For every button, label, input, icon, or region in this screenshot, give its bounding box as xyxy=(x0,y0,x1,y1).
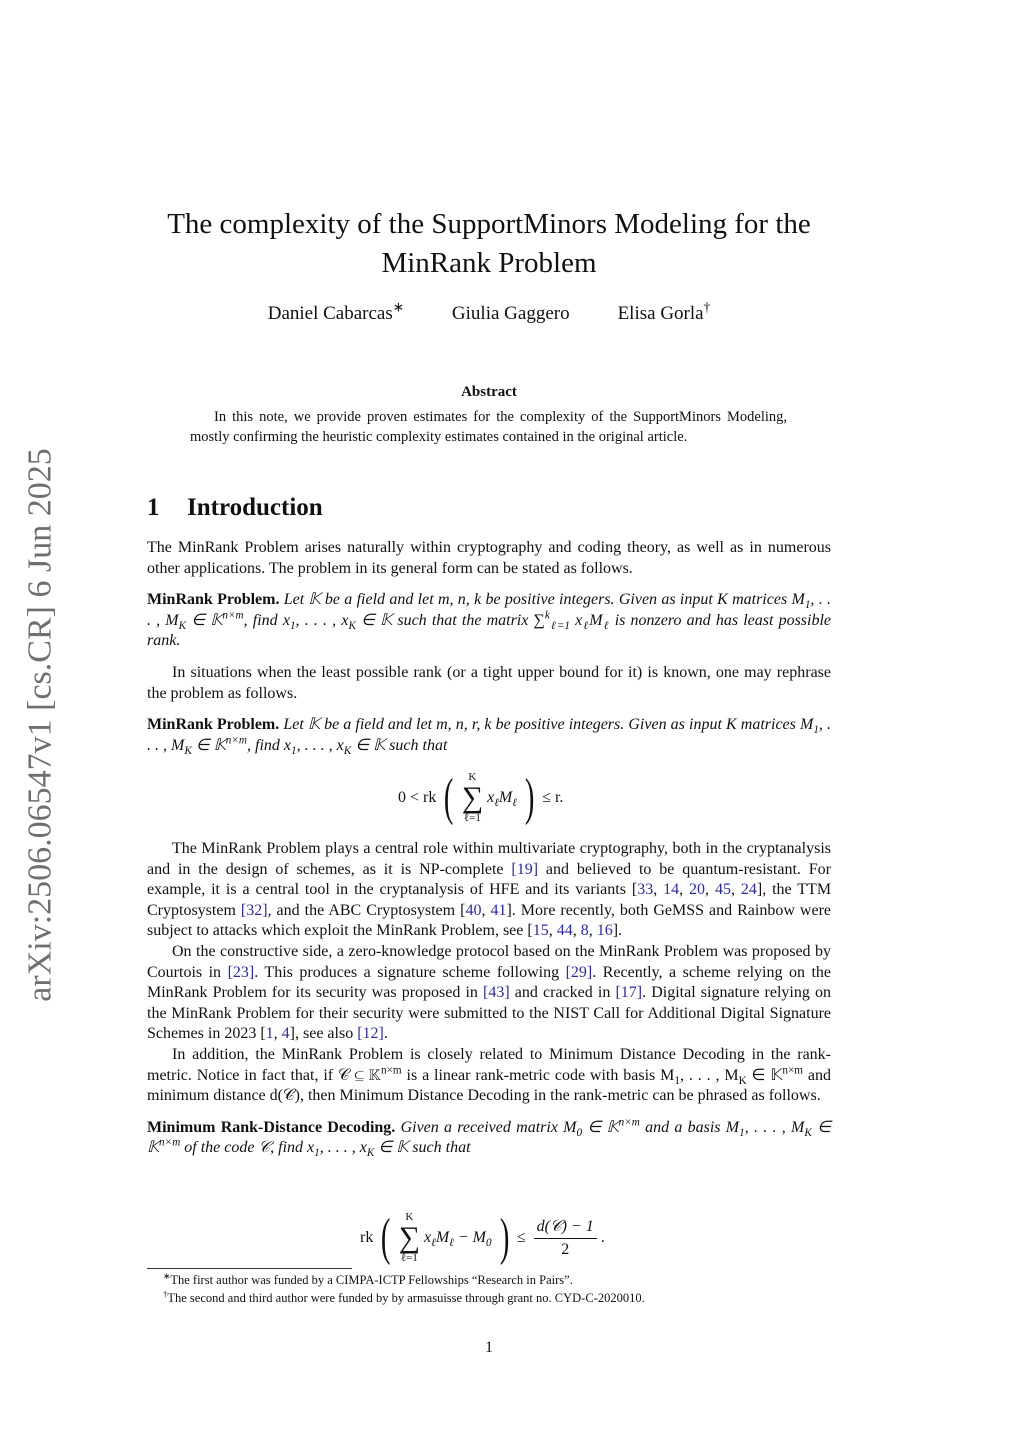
author-list xyxy=(147,299,831,325)
paragraph: In addition, the MinRank Problem is closely related to Minimum Distance Decoding in the rank-metric. Notice in fact that, if 𝒞 ⊆ 𝕂$^{n\times m}$ is a linear rank-metric code with basis $M_1$, . . . , $M_K$ ∈ 𝕂$^{n\times m}$ and minimum distance d(𝒞), then Minimum Distance Decoding in the rank-metric can be phrased as follows. xyxy=(147,1045,831,1105)
abstract-text: In this note, we provide proven estimates for the complexity of the SupportMinors Modeling, mostly confirming the heuristic complexity estimates contained in the original article. xyxy=(190,409,787,445)
equation-1: 0 < rk ( K ∑ ℓ=1 $x_\ell M_\ell$ ) ≤ r. xyxy=(398,769,564,826)
footnote-rule xyxy=(147,1268,352,1269)
arxiv-stamp: arXiv:2506.06547v1 [cs.CR] 6 Jun 2025 xyxy=(22,448,60,1002)
paragraph: The MinRank Problem plays a central role within multivariate cryptography, both in the cryptanalysis and in the design of schemes, as it is NP-complete [19] and believed to be quantum-resistant. For example, it is a central tool in the cryptanalysis of HFE and its variants [33, 14, 20, 45, 24], the TTM Cryptosystem [32], and the ABC Cryptosystem [40, 41]. More recently, both GeMSS and Rainbow were subject to attacks which exploit the MinRank Problem, see [15, 44, 8, 16]. xyxy=(147,840,832,940)
paragraph: On the constructive side, a zero-knowledge protocol based on the MinRank Problem was proposed by Courtois in [23]. This produces a signature scheme following [29]. Recently, a scheme relying on the MinRank Problem for its security was proposed in [43] and cracked in [17]. Digital signature relying on the MinRank Problem for their security were submitted to the NIST Call for Additional Digital Signature Schemes in 2023 [1, 4], see also [12]. xyxy=(147,942,832,1043)
author-1: Daniel Cabarcas∗ xyxy=(267,299,404,324)
abstract-heading: Abstract xyxy=(461,384,517,400)
definition-decoding: Minimum Rank-Distance Decoding. Given a received matrix $M_0$ ∈ 𝕂$^{n\times m}$ and a basis $M_1$, . . . , $M_K$ ∈ 𝕂$^{n\times m}$ of the code 𝒞, find $x_1$, . . . , $x_K$ ∈ 𝕂 such that xyxy=(147,1116,832,1160)
definition-minrank-1: MinRank Problem. Let 𝕂 be a field and let m, n, k be positive integers. Given as input K matrices $M_1$, . . . , $M_K$ ∈ 𝕂$^{n\times m}$, find $x_1$, . . . , $x_K$ ∈ 𝕂 such that the matrix ∑$^k_{\ell=1}$ $x_\ell M_\ell$ is nonzero and has least possible rank. xyxy=(147,591,832,650)
paragraph: In situations when the least possible rank (or a tight upper bound for it) is known, one may rephrase the problem as follows. xyxy=(147,663,831,702)
equation-2: rk ( K ∑ ℓ=1 $x_\ell M_\ell - M_0$ ) ≤ d(𝒞) − 1 2 . xyxy=(360,1209,605,1266)
intro-block-2 xyxy=(147,839,831,1159)
intro-block-1 xyxy=(147,538,831,756)
definition-minrank-2: MinRank Problem. Let 𝕂 be a field and let m, n, r, k be positive integers. Given as input K matrices $M_1$, . . . , $M_K$ ∈ 𝕂$^{n\times m}$, find $x_1$, . . . , $x_K$ ∈ 𝕂 such that xyxy=(147,716,832,757)
author-2: Giulia Gaggero xyxy=(451,303,570,324)
footnote-1: ∗The first author was funded by a CIMPA-ICTP Fellowships “Research in Pairs”. xyxy=(163,1270,573,1287)
author-3: Elisa Gorla† xyxy=(617,299,711,324)
footnote-2: †The second and third author were funded by by armasuisse through grant no. CYD-C-2020010. xyxy=(163,1288,645,1305)
paragraph: The MinRank Problem arises naturally within cryptography and coding theory, as well as in numerous other applications. The problem in its general form can be stated as follows. xyxy=(147,539,831,577)
paper-title: The complexity of the SupportMinors Modeling for the MinRank Problem xyxy=(167,208,811,279)
page-number: 1 xyxy=(485,1339,493,1356)
section-heading: 1 Introduction xyxy=(147,494,323,521)
